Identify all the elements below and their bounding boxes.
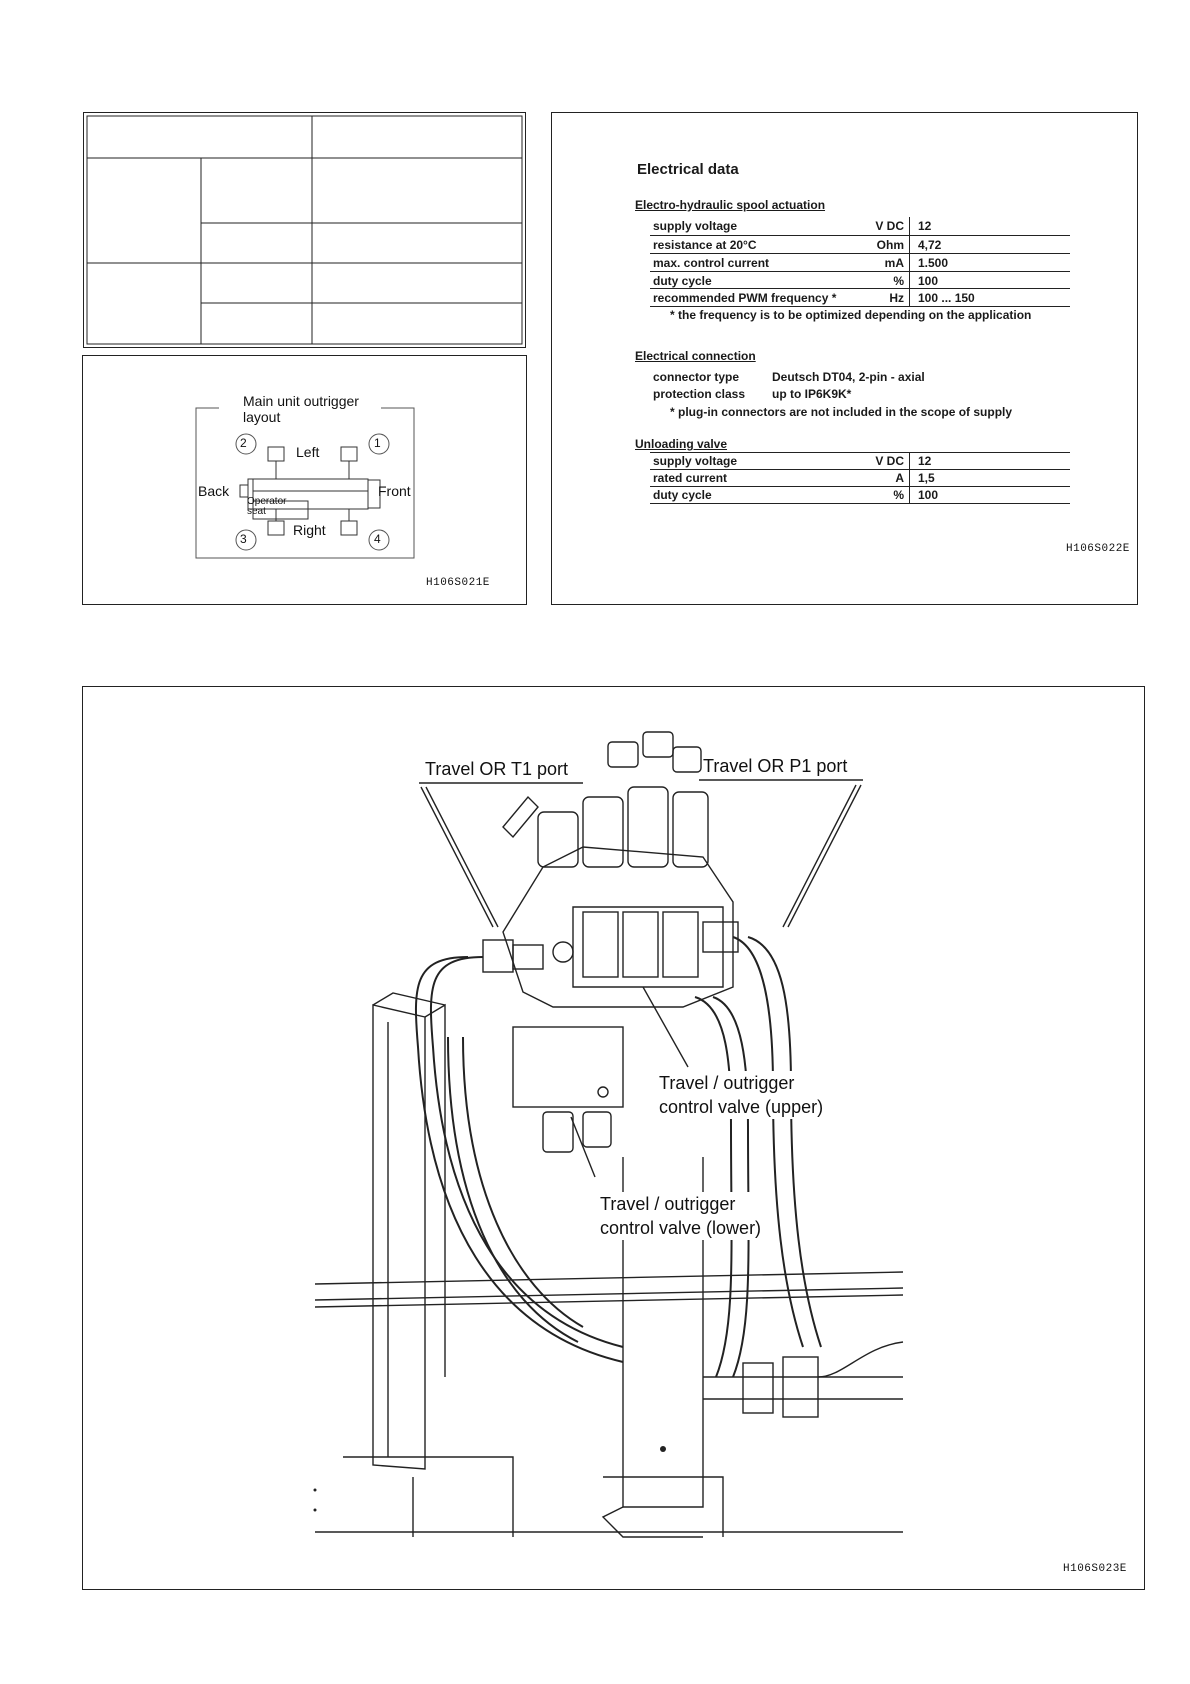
spool-unit-1: Ohm xyxy=(876,238,904,252)
rule xyxy=(650,306,1070,307)
valve-figure-panel xyxy=(82,686,1145,1590)
unloading-unit-2: % xyxy=(893,488,904,502)
connection-label-0: connector type xyxy=(653,370,740,384)
unloading-label-0: supply voltage xyxy=(653,454,738,468)
lower-valve-line-2: control valve (lower) xyxy=(600,1218,762,1238)
spool-value-4: 100 ... 150 xyxy=(918,291,975,305)
spool-label-4: recommended PWM frequency * xyxy=(653,291,837,305)
spool-heading: Electro-hydraulic spool actuation xyxy=(635,198,826,212)
layout-operator-seat-label: Operator seat xyxy=(247,496,287,517)
marker-3: 3 xyxy=(240,532,247,546)
spool-label-1: resistance at 20°C xyxy=(653,238,757,252)
unloading-label-2: duty cycle xyxy=(653,488,712,502)
spool-value-3: 100 xyxy=(918,274,939,288)
upper-valve-line-2: control valve (upper) xyxy=(659,1097,824,1117)
figure-code: H106S023E xyxy=(1063,1563,1127,1575)
connection-label-1: protection class xyxy=(653,387,746,401)
layout-left-label: Left xyxy=(296,444,320,460)
unloading-value-2: 100 xyxy=(918,488,939,502)
spool-label-0: supply voltage xyxy=(653,219,738,233)
outrigger-layout-panel xyxy=(82,355,527,605)
unloading-value-1: 1,5 xyxy=(918,471,935,485)
spec-table-grid xyxy=(84,113,525,347)
rule xyxy=(650,486,1070,487)
rule xyxy=(909,217,910,306)
rule xyxy=(650,271,1070,272)
marker-4: 4 xyxy=(374,532,381,546)
unloading-unit-0: V DC xyxy=(875,454,904,468)
unloading-label-1: rated current xyxy=(653,471,728,485)
p1-port-callout: Travel OR P1 port xyxy=(703,756,848,776)
lower-valve-callout xyxy=(600,1192,761,1240)
marker-1: 1 xyxy=(374,436,381,450)
rule xyxy=(650,235,1070,236)
electrical-data-panel xyxy=(551,112,1138,605)
spool-unit-2: mA xyxy=(884,256,904,270)
unloading-unit-1: A xyxy=(895,471,904,485)
spool-value-2: 1.500 xyxy=(918,256,949,270)
rule xyxy=(650,288,1070,289)
spool-value-0: 12 xyxy=(918,219,932,233)
spool-unit-0: V DC xyxy=(875,219,904,233)
upper-valve-callout xyxy=(659,1071,823,1119)
layout-title: Main unit outrigger layout xyxy=(243,393,359,425)
rule xyxy=(650,503,1070,504)
valve-installation-drawing xyxy=(83,687,1144,1589)
spec-table-frame xyxy=(83,112,526,348)
connection-note: * plug-in connectors are not included in the scope of supply xyxy=(670,405,1013,419)
upper-valve-line-1: Travel / outrigger xyxy=(659,1073,795,1093)
layout-right-label: Right xyxy=(293,522,326,538)
spool-label-2: max. control current xyxy=(653,256,770,270)
unloading-value-0: 12 xyxy=(918,454,932,468)
rule xyxy=(650,469,1070,470)
spool-label-3: duty cycle xyxy=(653,274,712,288)
lower-valve-line-1: Travel / outrigger xyxy=(600,1194,736,1214)
connection-heading: Electrical connection xyxy=(635,349,756,363)
spool-unit-3: % xyxy=(893,274,904,288)
spool-value-1: 4,72 xyxy=(918,238,942,252)
electrical-title: Electrical data xyxy=(637,161,739,178)
figure-code: H106S021E xyxy=(426,577,490,589)
spool-note: * the frequency is to be optimized depending on the application xyxy=(670,308,1032,322)
figure-code: H106S022E xyxy=(1066,543,1130,555)
rule xyxy=(650,253,1070,254)
rule xyxy=(650,452,1070,453)
layout-front-label: Front xyxy=(378,483,411,499)
rule xyxy=(909,452,910,503)
connection-value-0: Deutsch DT04, 2-pin - axial xyxy=(772,370,925,384)
layout-back-label: Back xyxy=(198,483,230,499)
unloading-heading: Unloading valve xyxy=(635,437,728,451)
t1-port-callout: Travel OR T1 port xyxy=(425,759,569,779)
connection-value-1: up to IP6K9K* xyxy=(772,387,852,401)
spool-unit-4: Hz xyxy=(889,291,904,305)
marker-2: 2 xyxy=(240,436,247,450)
